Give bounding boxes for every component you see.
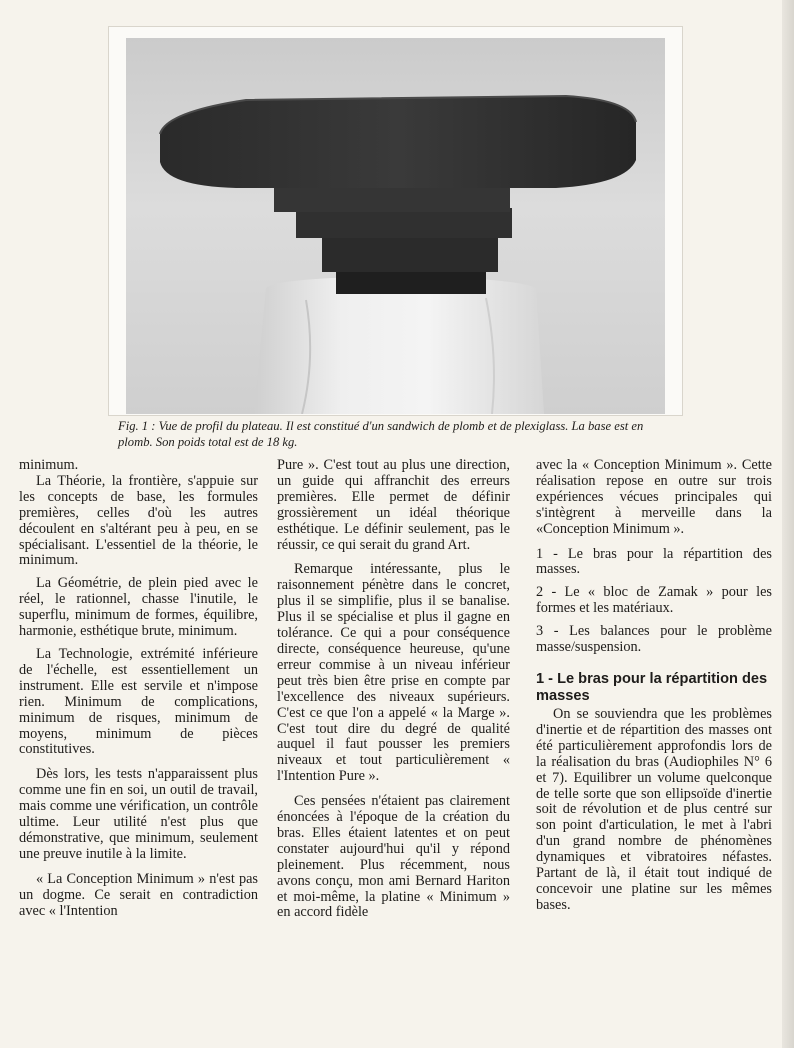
paragraph: Pure ». C'est tout au plus une direction, un guide qui affranchit des erreurs premières. Elle permet de définir grossièrement un idéal théorique esthétique. Le définir seulement, pas le réussir, ce qui serait du grand Art. [277, 457, 510, 553]
turntable-platter-photo [126, 38, 665, 414]
page-edge-shadow [782, 0, 794, 1048]
paragraph: Remarque intéressante, plus le raisonnement pénètre dans le concret, plus il se simplifie, plus il se banalise. Plus il se spécialise et plus il gagne en tolérance. Ce qui a pour conséquence directe, conséquence heureuse, qu'une erreur commise à un niveau inférieur peut très bien être prise en compte par l'excellence des niveaux supérieurs. C'est ce que l'on a appelé « la Marge ». C'est tout dire du degré de qualité auquel il faut pousser les premiers niveaux et tout particulièrement « l'Intention Pure ». [277, 561, 510, 785]
text-column-1 [19, 458, 258, 919]
paragraph: Ces pensées n'étaient pas clairement énoncées à l'époque de la création du bras. Elles étaient latentes et on peut constater aujourd'hui qu'il y répond pleinement. Plus récemment, nous avons conçu, mon ami Bernard Hariton et moi-même, la platine « Minimum » en accord fidèle [277, 793, 510, 921]
section-heading: 1 - Le bras pour la répartition des masses [536, 670, 768, 704]
paragraph: avec la « Conception Minimum ». Cette réalisation repose en outre sur trois expériences vécues principales qui s'intègrent à merveille dans la «Conception Minimum ». [536, 457, 772, 537]
paragraph: « La Conception Minimum » n'est pas un dogme. Ce serait en contradiction avec « l'Intention [19, 870, 258, 919]
figure-frame [108, 26, 683, 416]
text-column-3 [536, 458, 772, 914]
paragraph: La Théorie, la frontière, s'appuie sur les concepts de base, les formules premières, celles d'où les autres découlent en s'altérant peu à peu, en se spécialisant. L'essentiel de la théorie, le minimum. [19, 472, 258, 569]
list-item: 2 - Le « bloc de Zamak » pour les formes et les matériaux. [536, 584, 772, 617]
list-item: 3 - Les balances pour le problème masse/suspension. [536, 623, 772, 656]
paragraph: La Géométrie, de plein pied avec le réel, le rationnel, chasse l'inutile, le superflu, minimum de formes, équilibre, harmonie, esthétique brute, minimum. [19, 575, 258, 640]
figure-caption: Fig. 1 : Vue de profil du plateau. Il est constitué d'un sandwich de plomb et de plexiglass. La base est en plomb. Son poids total est de 18 kg. [118, 419, 644, 449]
platter-illustration [126, 38, 665, 414]
paragraph: On se souviendra que les problèmes d'inertie et de répartition des masses ont été particulièrement approfondis lors de la réalisation du bras (Audiophiles N° 6 et 7). Equilibrer un volume quelconque de telle sorte que son ellipsoïde d'inertie soit de révolution et de plus centré sur son point d'articulation, le met à l'abri d'un grand nombre de phénomènes dynamiques et vibratoires néfastes. Partant de là, il était tout indiqué de concevoir une platine sur les mêmes bases. [536, 705, 772, 913]
list-item: 1 - Le bras pour la répartition des masses. [536, 545, 772, 578]
paragraph: Dès lors, les tests n'apparaissent plus comme une fin en soi, un outil de travail, mais comme une vérification, un contrôle ultime. Leur utilité n'est plus que démonstrative, que minimum, seulement une preuve inutile à la limite. [19, 766, 258, 862]
text-column-2 [277, 458, 510, 921]
paragraph: minimum. [19, 457, 79, 473]
paragraph: La Technologie, extrémité inférieure de l'échelle, est essentiellement un instrument. Elle est servile et n'impose rien. Minimum de complications, minimum de risques, minimum de moyens, minimum de pièces constitutives. [19, 645, 258, 758]
